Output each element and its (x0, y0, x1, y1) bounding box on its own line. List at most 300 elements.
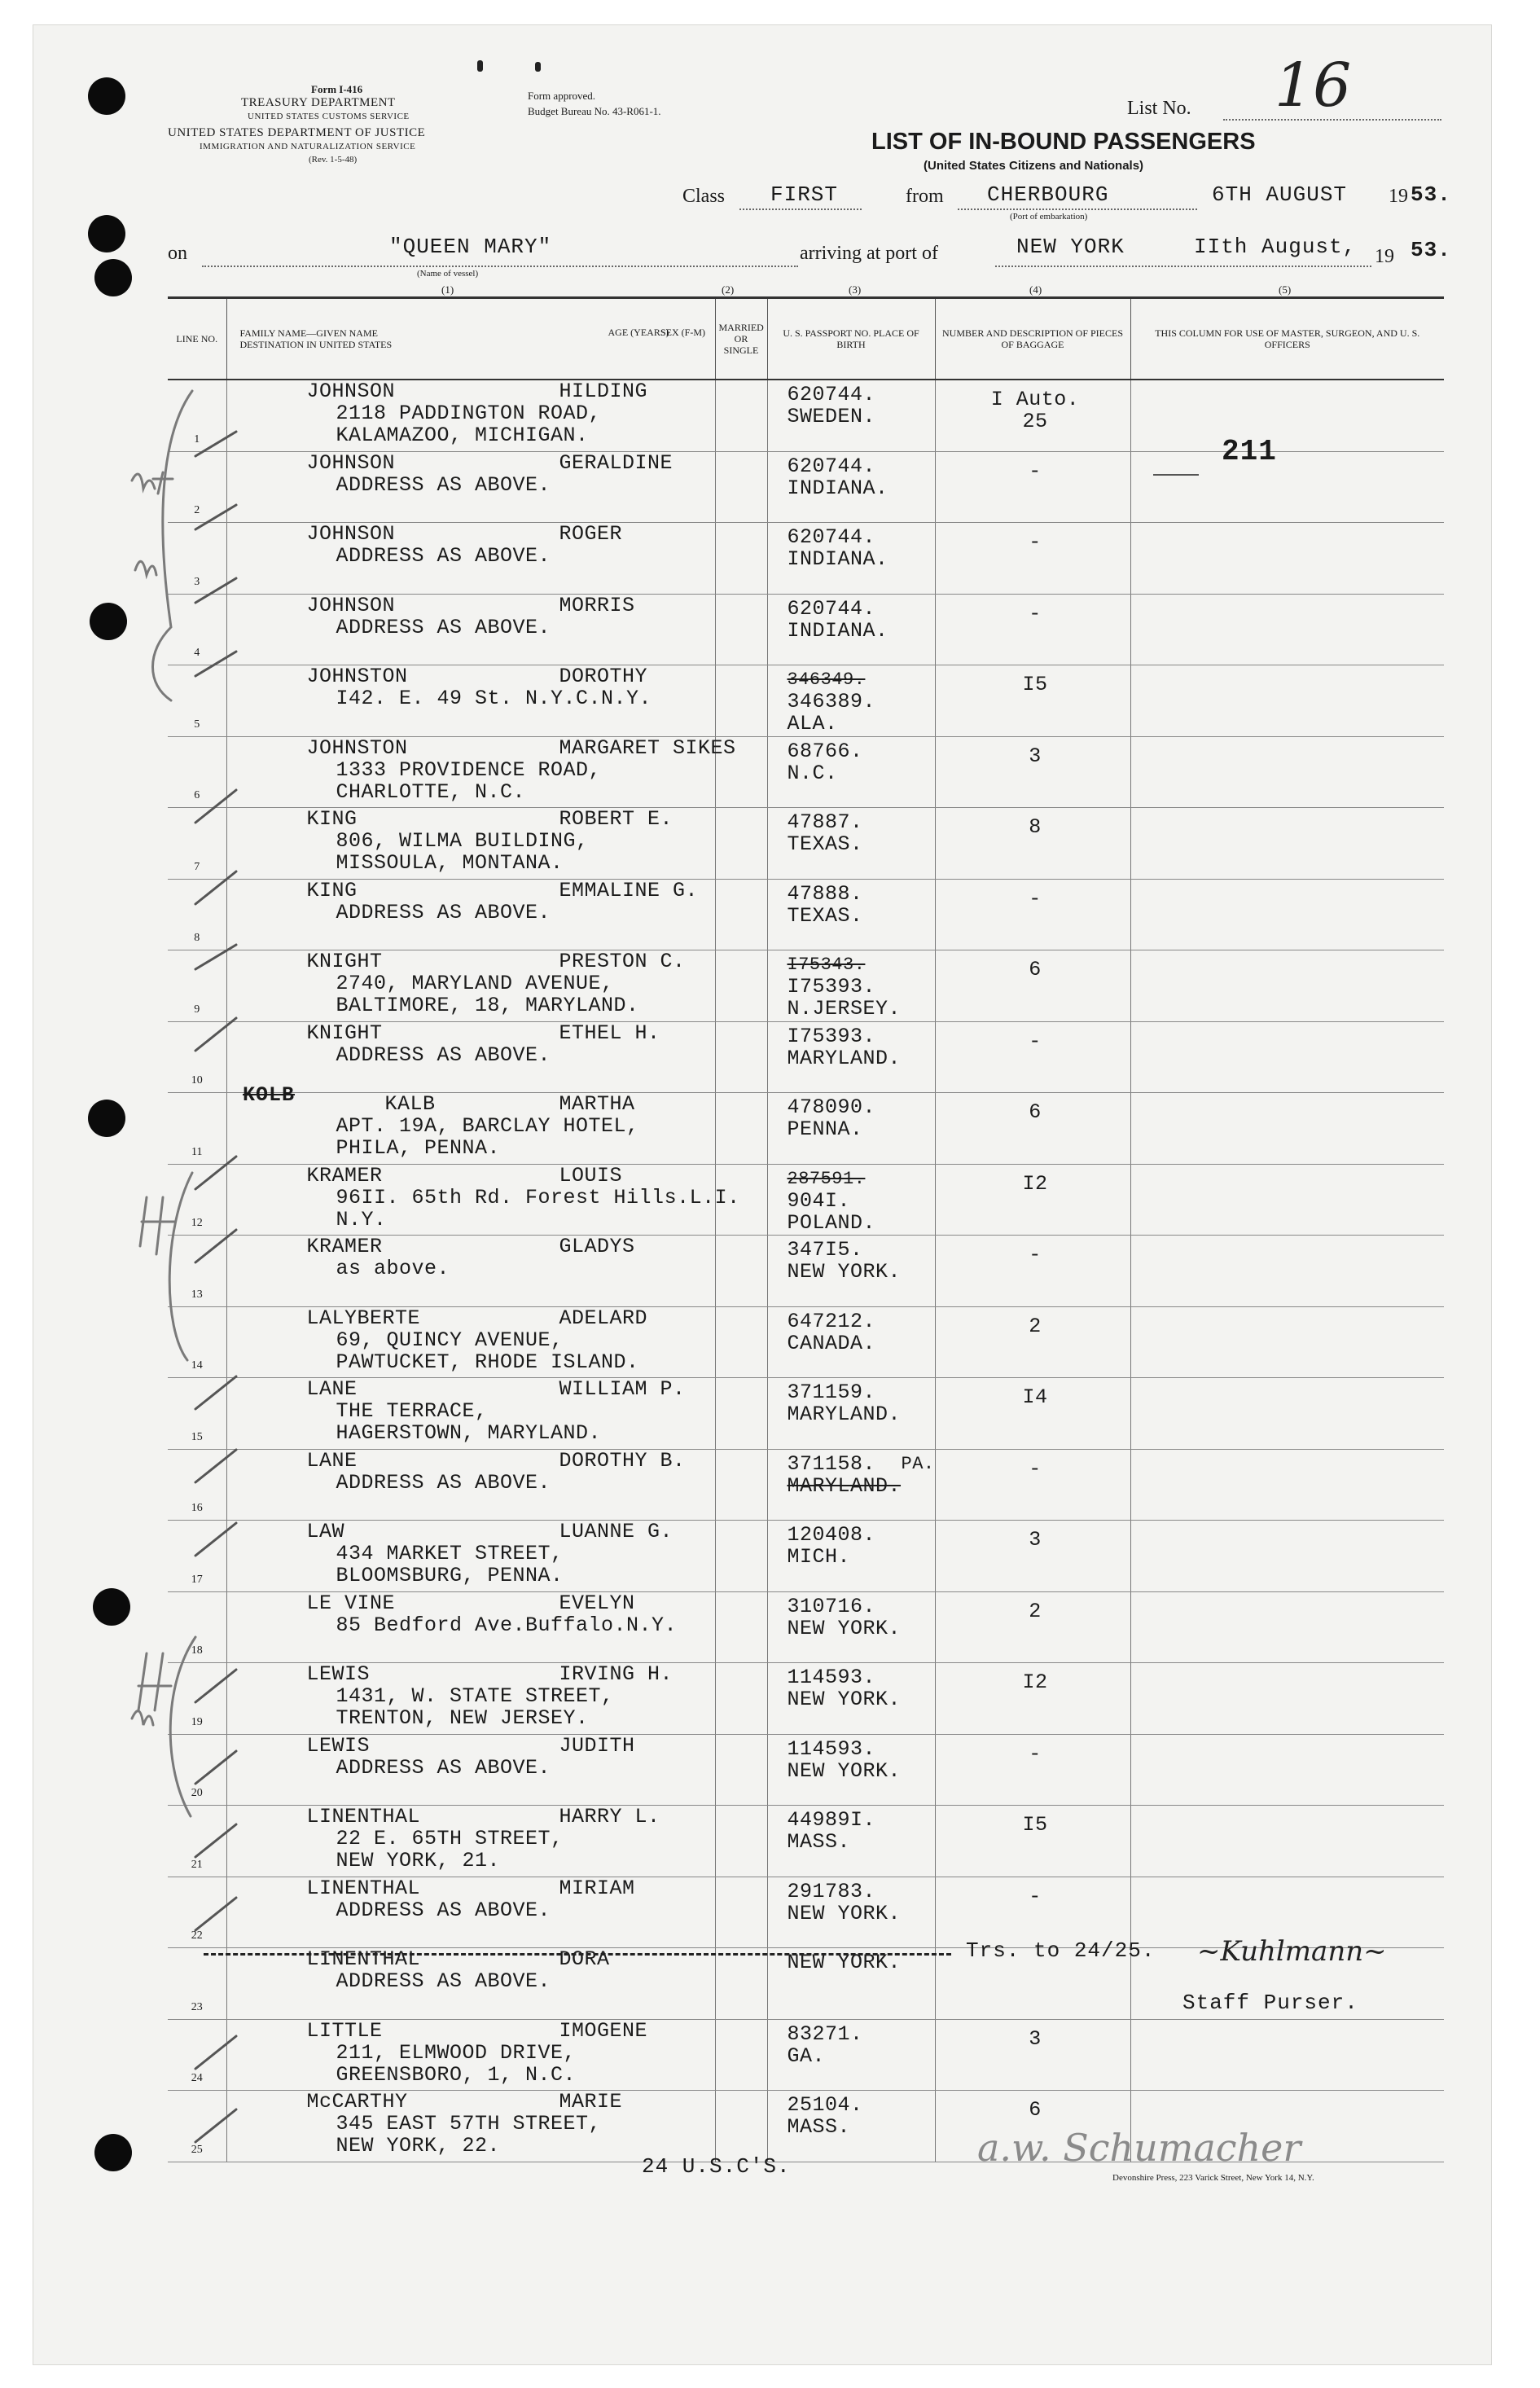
baggage-count: I5 (1022, 1813, 1048, 1837)
passport-cell (767, 665, 935, 737)
passport-cell (767, 2091, 935, 2162)
line-number: 10 (191, 1074, 203, 1086)
given-name: LUANNE G. (559, 1520, 673, 1543)
family-name: JOHNSON (306, 593, 396, 617)
officer-number: 211 (1222, 435, 1277, 468)
name-cell (226, 950, 715, 1022)
given-name: IRVING H. (559, 1662, 673, 1686)
baggage-count: 6 (1029, 958, 1042, 981)
vessel-name: "QUEEN MARY" (389, 235, 552, 259)
passport-cell (767, 1449, 935, 1521)
married-cell (715, 879, 767, 950)
line-number: 24 (191, 2072, 203, 2084)
line-number: 16 (191, 1502, 203, 1514)
address-line-1: 1431, W. STATE STREET, (336, 1684, 614, 1708)
header-destination: DESTINATION IN UNITED STATES (239, 339, 393, 350)
name-cell (226, 1236, 715, 1307)
passport-number: 347I5. (787, 1238, 863, 1262)
baggage-count: 8 (1029, 815, 1042, 839)
on-label: on (168, 243, 187, 264)
name-cell (226, 380, 715, 451)
passenger-name (232, 735, 736, 760)
vessel-caption: (Name of vessel) (417, 269, 479, 279)
passport-cell (767, 1806, 935, 1877)
address-line-2: NEW YORK, 21. (336, 1849, 501, 1872)
officer-cell (1130, 1236, 1444, 1307)
column-number: (2) (722, 283, 735, 296)
passport-cell (767, 1734, 935, 1806)
header-sex: SEX (F-M) (660, 327, 705, 338)
line-number: 15 (191, 1430, 203, 1443)
table-row (168, 1734, 1444, 1806)
passport-cell (767, 1948, 935, 2020)
given-name: MARGARET SIKES (559, 735, 736, 760)
port-embark-caption: (Port of embarkation) (1010, 212, 1088, 222)
married-cell (715, 1021, 767, 1093)
name-cell (226, 451, 715, 523)
table-row (168, 665, 1444, 737)
baggage-cell (935, 1093, 1130, 1165)
passport-number: 25104. (787, 2093, 863, 2117)
total-citizens: 24 U.S.C'S. (642, 2154, 791, 2179)
address-line-2: ADDRESS AS ABOVE. (336, 1969, 551, 1993)
married-cell (715, 594, 767, 665)
family-name: LE VINE (306, 1591, 396, 1615)
place-of-birth: INDIANA. (787, 476, 888, 500)
arrival-field (995, 266, 1371, 267)
family-name: LINENTHAL (306, 1805, 421, 1828)
baggage-cell (935, 1521, 1130, 1592)
officer-cell (1130, 1306, 1444, 1378)
baggage-cell (935, 1877, 1130, 1948)
place-of-birth: SWEDEN. (787, 405, 876, 428)
passenger-name (232, 595, 715, 617)
married-cell (715, 1877, 767, 1948)
header-age: AGE (YEARS) (608, 327, 669, 338)
family-name: JOHNSTON (306, 735, 408, 760)
line-number: 14 (191, 1359, 203, 1372)
baggage-count: - (1029, 1029, 1042, 1053)
address-line-2: ADDRESS AS ABOVE. (336, 472, 551, 497)
page-number: 16 (1275, 50, 1352, 121)
address-line-2: ADDRESS AS ABOVE. (336, 1898, 551, 1922)
officer-cell (1130, 1378, 1444, 1450)
baggage-count: - (1029, 1741, 1042, 1766)
place-of-birth: INDIANA. (787, 547, 888, 571)
family-name: LANE (306, 1448, 358, 1473)
year-2: 53. (1411, 238, 1451, 262)
passport-number: 647212. (787, 1309, 876, 1333)
officer-cell (1130, 950, 1444, 1022)
officer-cell (1130, 1021, 1444, 1093)
address-line-2: BLOOMSBURG, PENNA. (336, 1564, 564, 1587)
address-line-2: BALTIMORE, 18, MARYLAND. (336, 994, 639, 1017)
table-row (168, 1806, 1444, 1877)
passport-number: 68766. (787, 739, 863, 763)
passport-number: 478090. (787, 1095, 876, 1119)
passenger-name (232, 1307, 715, 1329)
address-line-1: 1333 PROVIDENCE ROAD, (336, 757, 602, 782)
baggage-count: I Auto. (990, 388, 1080, 411)
passport-number: 620744. (787, 454, 876, 478)
baggage-cell (935, 736, 1130, 808)
address-line-2: MISSOULA, MONTANA. (336, 851, 564, 875)
line-number: 21 (191, 1858, 203, 1871)
baggage-extra: 25 (1022, 410, 1048, 433)
passport-number: 620744. (787, 525, 876, 549)
address-line-2: ADDRESS AS ABOVE. (336, 544, 551, 568)
name-cell (226, 2091, 715, 2162)
table-row (168, 523, 1444, 595)
passport-number: 620744. (787, 596, 876, 621)
name-cell (226, 1734, 715, 1806)
officer-cell (1130, 1734, 1444, 1806)
family-name: LALYBERTE (306, 1306, 421, 1330)
family-name: JOHNSON (306, 380, 396, 403)
family-name: LAW (306, 1520, 345, 1543)
table-row (168, 950, 1444, 1022)
officer-dash (1153, 474, 1199, 476)
address-line-2: CHARLOTTE, N.C. (336, 779, 526, 804)
name-cell (226, 1521, 715, 1592)
purser-signature: ~Kuhlmann~ (1197, 1935, 1387, 1968)
baggage-count: 3 (1029, 744, 1042, 768)
passport-cell (767, 950, 935, 1022)
address-line-1: 85 Bedford Ave.Buffalo.N.Y. (336, 1613, 678, 1637)
place-of-birth: PENNA. (787, 1117, 863, 1141)
passenger-name (232, 1592, 715, 1614)
passenger-name (232, 2091, 715, 2113)
name-cell (226, 735, 736, 808)
officer-cell (1130, 879, 1444, 950)
line-number: 3 (194, 575, 200, 588)
passenger-name (232, 665, 715, 687)
column-number: (4) (1029, 283, 1042, 296)
married-cell (715, 950, 767, 1022)
address-line-2: ADDRESS AS ABOVE. (336, 1755, 551, 1780)
table-row (168, 1306, 1444, 1378)
passport-cell (767, 879, 935, 950)
passport-struck: I75343. (787, 955, 866, 975)
name-cell (226, 1378, 715, 1450)
married-cell (715, 523, 767, 595)
given-name: GLADYS (559, 1235, 635, 1258)
given-name: JUDITH (559, 1733, 635, 1758)
struck-name: KOLB (243, 1083, 296, 1107)
family-name: KRAMER (306, 1235, 383, 1258)
customs-service: UNITED STATES CUSTOMS SERVICE (248, 112, 410, 121)
officer-cell (1130, 1591, 1444, 1663)
arriving-label: arriving at port of (800, 243, 938, 264)
given-name: EVELYN (559, 1591, 635, 1615)
passport-struck: PA. (901, 1453, 935, 1474)
officer-cell (1130, 380, 1444, 451)
married-cell (715, 1164, 767, 1236)
name-cell (226, 1021, 715, 1093)
passport-number: 904I. (787, 1188, 851, 1213)
address-line-1: 211, ELMWOOD DRIVE, (336, 2040, 577, 2065)
passenger-name (232, 380, 715, 402)
address-line-2: ADDRESS AS ABOVE. (336, 1470, 551, 1495)
name-cell (226, 808, 715, 880)
address-line-2: PAWTUCKET, RHODE ISLAND. (336, 1350, 639, 1374)
address-line-1: 69, QUINCY AVENUE, (336, 1328, 564, 1352)
officer-cell (1130, 665, 1444, 737)
line-number: 6 (194, 789, 200, 801)
baggage-cell (935, 1378, 1130, 1450)
baggage-cell (935, 594, 1130, 665)
passport-struck: 346349. (787, 669, 866, 690)
passport-cell (767, 451, 935, 523)
passenger-name (232, 1663, 715, 1685)
family-name: LANE (306, 1377, 358, 1401)
name-cell (226, 1449, 715, 1521)
place-of-birth: NEW YORK. (787, 1901, 902, 1925)
given-name: MORRIS (559, 593, 635, 617)
passport-cell (767, 1591, 935, 1663)
embark-field (958, 209, 1197, 210)
place-of-birth: TEXAS. (787, 832, 863, 856)
header-baggage: NUMBER AND DESCRIPTION OF PIECES OF BAGGAGE (935, 298, 1130, 380)
table-row (168, 736, 1444, 808)
staff-purser: Staff Purser. (1182, 1991, 1358, 2015)
family-name: KNIGHT (306, 950, 383, 973)
married-cell (715, 1591, 767, 1663)
name-cell (226, 1806, 715, 1877)
address-line-1: 96II. 65th Rd. Forest Hills.L.I. (336, 1185, 740, 1209)
treasury-dept: TREASURY DEPARTMENT (241, 96, 396, 109)
baggage-cell (935, 1734, 1130, 1806)
revision: (Rev. 1-5-48) (309, 155, 358, 165)
married-cell (715, 1948, 767, 2020)
dora-transfer: Trs. to 24/25. (966, 1938, 1156, 1963)
address-line-2: HAGERSTOWN, MARYLAND. (336, 1421, 602, 1445)
baggage-count: - (1029, 601, 1042, 626)
passenger-name (232, 2020, 715, 2042)
baggage-cell (935, 808, 1130, 880)
baggage-cell (935, 523, 1130, 595)
officer-cell (1130, 1663, 1444, 1735)
passport-number: 310716. (787, 1594, 876, 1618)
baggage-count: 3 (1029, 2026, 1042, 2051)
baggage-count: 6 (1029, 2098, 1042, 2122)
ink-mark (535, 62, 541, 72)
officer-cell (1130, 1449, 1444, 1521)
baggage-cell (935, 1236, 1130, 1307)
married-cell (715, 808, 767, 880)
passport-number: 620744. (787, 383, 876, 406)
header-family-name: FAMILY NAME—GIVEN NAME (239, 327, 378, 339)
arrival-date: IIth August, (1194, 235, 1357, 259)
line-number: 17 (191, 1573, 203, 1586)
passport-struck: 287591. (787, 1168, 866, 1189)
passport-cell (767, 1021, 935, 1093)
address-line-2: KALAMAZOO, MICHIGAN. (336, 424, 589, 447)
class-field (739, 209, 862, 210)
given-name: ADELARD (559, 1306, 648, 1330)
pencil-annotations (114, 383, 252, 2207)
address-line-1: 434 MARKET STREET, (336, 1542, 564, 1565)
passenger-name (232, 523, 715, 545)
header-passport: U. S. PASSPORT NO. PLACE OF BIRTH (767, 298, 935, 380)
family-name: LEWIS (306, 1733, 371, 1758)
baggage-count: - (1029, 1884, 1042, 1908)
address-line-2: NEW YORK, 22. (336, 2134, 501, 2158)
given-name: DOROTHY B. (559, 1448, 686, 1473)
family-name: McCARTHY (306, 2090, 408, 2114)
family-name: KRAMER (306, 1163, 383, 1187)
passport-number: 291783. (787, 1879, 876, 1903)
given-name: PRESTON C. (559, 950, 686, 973)
married-cell (715, 736, 767, 808)
place-of-birth: TEXAS. (787, 903, 863, 928)
place-of-birth: N.C. (787, 761, 838, 785)
officer-cell (1130, 1093, 1444, 1165)
header-married: MARRIED OR SINGLE (715, 298, 767, 380)
passenger-name (232, 1735, 715, 1757)
place-of-birth: MARYLAND. (787, 1403, 902, 1426)
place-of-birth: GA. (787, 2043, 826, 2068)
baggage-cell (935, 451, 1130, 523)
place-of-birth: MICH. (787, 1545, 851, 1569)
officer-cell (1130, 808, 1444, 880)
given-name: ROBERT E. (559, 807, 673, 831)
port-arrival: NEW YORK (1016, 235, 1125, 259)
married-cell (715, 1663, 767, 1735)
table-row (168, 1021, 1444, 1093)
family-name: JOHNSON (306, 450, 396, 475)
married-cell (715, 1306, 767, 1378)
officer-cell (1130, 451, 1444, 523)
address-line-2: GREENSBORO, 1, N.C. (336, 2062, 577, 2087)
line-number: 13 (191, 1288, 203, 1301)
address-line-2: as above. (336, 1257, 450, 1280)
married-cell (715, 1236, 767, 1307)
name-cell (226, 594, 715, 665)
passenger-name (232, 1450, 715, 1472)
family-name: JOHNSON (306, 522, 396, 546)
table-row (168, 1663, 1444, 1735)
passport-cell (767, 1663, 935, 1735)
baggage-cell (935, 1806, 1130, 1877)
given-name: LOUIS (559, 1163, 623, 1187)
address-line-1: 2740, MARYLAND AVENUE, (336, 972, 614, 995)
table-row (168, 808, 1444, 880)
passport-cell (767, 1521, 935, 1592)
table-row (168, 1093, 1444, 1165)
list-no-label: List No. (1127, 98, 1191, 119)
given-name: EMMALINE G. (559, 878, 699, 902)
line-number: 5 (194, 718, 200, 731)
punch-hole (88, 77, 125, 115)
baggage-cell (935, 1663, 1130, 1735)
passport-number: 120408. (787, 1523, 876, 1547)
year-prefix-1: 19 (1389, 186, 1408, 207)
header-line-no: LINE NO. (168, 298, 226, 380)
given-name: DORA (559, 1947, 610, 1971)
passport-cell (767, 594, 935, 665)
line-number: 12 (191, 1217, 203, 1229)
table-row (168, 1164, 1444, 1236)
passport-number: I75393. (787, 1024, 876, 1048)
baggage-count: - (1029, 886, 1042, 911)
passenger-name (232, 1236, 715, 1258)
address-line-1: 22 E. 65TH STREET, (336, 1827, 564, 1850)
printer-imprint: Devonshire Press, 223 Varick Street, New York 14, N.Y. (1112, 2173, 1314, 2183)
passenger-name (232, 1948, 715, 1970)
line-number: 23 (191, 2000, 203, 2013)
baggage-cell (935, 950, 1130, 1022)
address-line-1: APT. 19A, BARCLAY HOTEL, (336, 1114, 639, 1138)
baggage-count: 2 (1029, 1314, 1042, 1338)
given-name: HILDING (559, 380, 648, 403)
column-number: (3) (849, 283, 862, 296)
baggage-count: 2 (1029, 1599, 1042, 1623)
baggage-count: 3 (1029, 1528, 1042, 1552)
passenger-name (232, 1022, 715, 1044)
line-number: 8 (194, 932, 200, 944)
passport-cell (767, 380, 935, 451)
place-of-birth: MARYLAND. (787, 1473, 902, 1498)
address-line-1: 345 EAST 57TH STREET, (336, 2112, 602, 2136)
table-row (168, 1591, 1444, 1663)
married-cell (715, 1449, 767, 1521)
form-title: LIST OF IN-BOUND PASSENGERS (871, 129, 1256, 155)
married-cell (715, 665, 767, 737)
baggage-count: - (1029, 530, 1042, 554)
given-name: MIRIAM (559, 1876, 635, 1900)
given-name: IMOGENE (559, 2018, 648, 2043)
row-23-strike (204, 1953, 951, 1956)
form-subtitle: (United States Citizens and Nationals) (924, 159, 1144, 173)
baggage-count: 6 (1029, 1100, 1042, 1124)
table-row (168, 1449, 1444, 1521)
table-row (168, 1521, 1444, 1592)
passport-number: 114593. (787, 1666, 876, 1689)
passport-cell (767, 808, 935, 880)
passenger-name (232, 808, 715, 830)
passenger-table (168, 296, 1444, 2162)
family-name: KING (306, 807, 358, 831)
passenger-name (232, 880, 715, 902)
table-row (168, 879, 1444, 950)
budget-bureau: Budget Bureau No. 43-R061-1. (528, 105, 661, 117)
married-cell (715, 1093, 767, 1165)
name-cell (226, 1093, 715, 1165)
passport-number: 114593. (787, 1736, 876, 1761)
passport-cell (767, 2019, 935, 2091)
line-number: 2 (194, 504, 200, 516)
place-of-birth: MASS. (787, 1830, 851, 1854)
passenger-name (232, 950, 715, 972)
line-number: 9 (194, 1003, 200, 1016)
header-officers: THIS COLUMN FOR USE OF MASTER, SURGEON, AND U. S. OFFICERS (1130, 298, 1444, 380)
officer-cell (1130, 523, 1444, 595)
baggage-cell (935, 380, 1130, 451)
passport-number: 371158. (787, 1451, 876, 1476)
passport-number: 44989I. (787, 1808, 876, 1832)
passenger-name (232, 1378, 715, 1400)
address-line-1: 2118 PADDINGTON ROAD, (336, 402, 602, 425)
passport-number: I75393. (787, 975, 876, 999)
punch-hole (88, 215, 125, 252)
table-row (168, 594, 1444, 665)
place-of-birth: NEW YORK. (787, 1260, 902, 1284)
given-name: DOROTHY (559, 665, 648, 688)
place-of-birth: N.JERSEY. (787, 997, 902, 1021)
place-of-birth: ALA. (787, 712, 838, 735)
passport-number: 371159. (787, 1381, 876, 1404)
